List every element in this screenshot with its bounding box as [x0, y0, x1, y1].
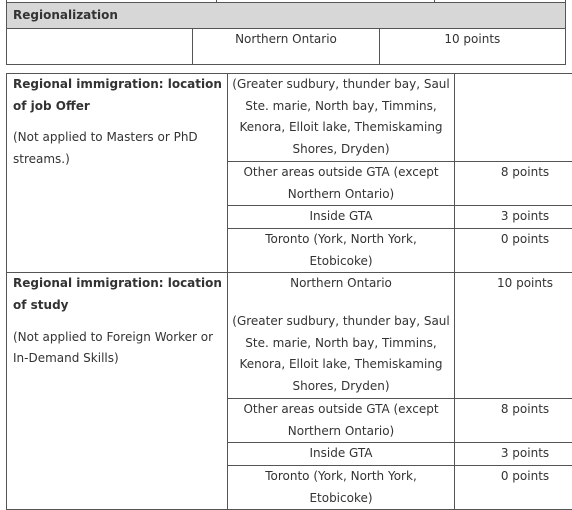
study-title-line2: of study: [13, 295, 223, 317]
regional-immigration-table: [6, 73, 572, 510]
region-line: Ste. marie, North bay, Timmins,: [232, 333, 450, 355]
job-offer-note-line1: (Not applied to Masters or PhD: [13, 127, 223, 149]
study-title-line1: Regional immigration: location: [13, 273, 223, 295]
points-cell: 10 points: [455, 273, 572, 399]
points-cell: 3 points: [455, 206, 572, 229]
region-line: Kenora, Elloit lake, Themiskaming: [232, 117, 450, 139]
points-cell: 10 points: [379, 29, 565, 65]
region-cell: [228, 228, 455, 272]
region-line: Northern Ontario: [232, 273, 450, 295]
region-cell: Inside GTA: [228, 443, 455, 466]
points-cell: [455, 74, 572, 162]
region-cell: [228, 465, 455, 509]
region-line: Ste. marie, North bay, Timmins,: [232, 96, 450, 118]
region-cell: [228, 74, 455, 162]
region-line: Kenora, Elloit lake, Themiskaming: [232, 354, 450, 376]
region-line: Other areas outside GTA (except: [232, 162, 450, 184]
empty-cell: [7, 29, 193, 65]
region-line: Toronto (York, North York,: [232, 229, 450, 251]
region-cell: Northern Ontario: [193, 29, 379, 65]
job-offer-label-cell: [7, 74, 228, 273]
table-row: [7, 74, 572, 162]
study-note-line2: In-Demand Skills): [13, 348, 223, 370]
points-cell: 0 points: [455, 228, 572, 272]
region-line: Other areas outside GTA (except: [232, 399, 450, 421]
points-cell: 3 points: [455, 443, 572, 466]
region-line: Etobicoke): [232, 488, 450, 510]
table-row: [7, 29, 566, 65]
points-cell: 0 points: [455, 465, 572, 509]
study-note-line1: (Not applied to Foreign Worker or: [13, 327, 223, 349]
region-cell: [228, 273, 455, 399]
region-spacer: [232, 295, 450, 311]
region-line: Toronto (York, North York,: [232, 466, 450, 488]
region-line: (Greater sudbury, thunder bay, Saul: [232, 74, 450, 96]
region-cell: Inside GTA: [228, 206, 455, 229]
region-line: Etobicoke): [232, 251, 450, 273]
job-offer-title-line2: of job Offer: [13, 96, 223, 118]
regionalization-table: [6, 2, 566, 65]
region-line: Shores, Dryden): [232, 139, 450, 161]
region-cell: [228, 161, 455, 205]
region-cell: [228, 398, 455, 442]
table-row: [7, 273, 572, 399]
region-line: Northern Ontario): [232, 184, 450, 206]
job-offer-title-line1: Regional immigration: location: [13, 74, 223, 96]
region-line: Shores, Dryden): [232, 376, 450, 398]
region-line: (Greater sudbury, thunder bay, Saul: [232, 311, 450, 333]
points-cell: 8 points: [455, 161, 572, 205]
study-label-cell: [7, 273, 228, 510]
section-header-row: [7, 3, 566, 29]
region-line: Northern Ontario): [232, 421, 450, 443]
points-cell: 8 points: [455, 398, 572, 442]
job-offer-note-line2: streams.): [13, 149, 223, 171]
section-title: Regionalization: [7, 3, 566, 29]
